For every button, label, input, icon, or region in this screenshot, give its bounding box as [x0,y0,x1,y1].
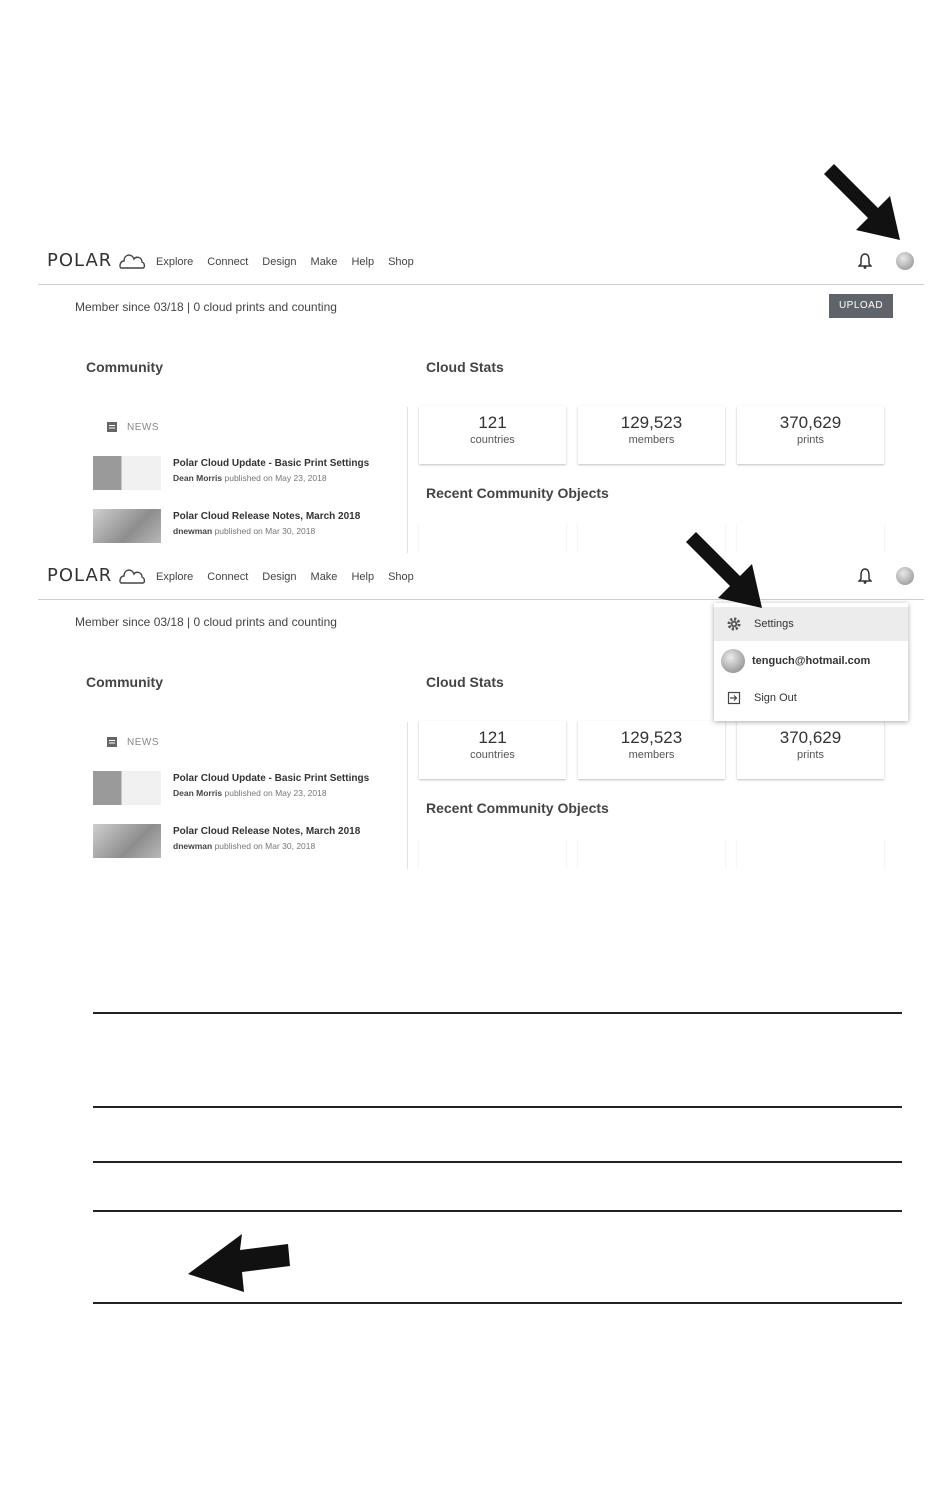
stat-label: countries [470,749,515,761]
news-published: published on May 23, 2018 [224,473,327,483]
news-author: Dean Morris [173,473,223,483]
cloud-stats-title: Cloud Stats [426,674,504,690]
stat-value: 370,629 [779,728,842,747]
menu-item-sign-out[interactable] [714,681,908,715]
community-title: Community [86,674,163,690]
divider [93,1302,902,1304]
news-title[interactable]: Polar Cloud Update - Basic Print Settings [173,458,370,469]
nav-make[interactable]: Make [310,571,338,583]
sign-out-label: Sign Out [754,692,797,704]
divider [93,1161,902,1163]
news-header [106,421,159,433]
arrow-icon [186,1230,292,1296]
main-nav [156,256,428,268]
news-header [106,736,159,748]
polar-logo[interactable] [47,250,146,271]
stat-label: members [628,749,675,761]
stat-value: 129,523 [620,413,683,432]
stat-card-members [578,406,725,464]
news-label: NEWS [127,421,159,433]
member-status: Member since 03/18 | 0 cloud prints and counting [75,615,337,629]
stat-value: 121 [478,728,507,747]
main-nav [156,571,428,583]
stat-card-prints [737,406,884,464]
nav-explore[interactable]: Explore [156,256,194,268]
object-card[interactable] [578,838,725,869]
screenshot-user-menu-open [38,553,924,869]
nav-help[interactable]: Help [351,256,375,268]
stat-label: prints [797,434,824,446]
stat-card-countries [419,721,566,779]
news-meta [173,788,327,798]
news-icon [106,736,118,748]
stat-label: countries [470,434,515,446]
nav-design[interactable]: Design [262,256,297,268]
cloud-stats-title: Cloud Stats [426,359,504,375]
account-avatar [721,649,745,673]
divider [93,1210,902,1212]
divider [93,1106,902,1108]
news-published: published on Mar 30, 2018 [214,841,316,851]
member-status: Member since 03/18 | 0 cloud prints and counting [75,300,337,314]
nav-help[interactable]: Help [351,571,375,583]
gear-icon [726,616,742,632]
top-navigation-bar [38,238,924,285]
user-menu-dropdown [714,603,908,721]
stat-value: 129,523 [620,728,683,747]
screenshot-dashboard [38,238,924,553]
settings-label: Settings [754,618,794,630]
sign-out-icon [727,691,741,705]
news-thumbnail [93,771,161,805]
stat-label: prints [797,749,824,761]
menu-item-account[interactable] [714,644,908,678]
news-author: dnewman [173,526,213,536]
arrow-icon [820,160,908,248]
recent-objects-title: Recent Community Objects [426,485,609,501]
top-navigation-bar [38,553,924,600]
community-title: Community [86,359,163,375]
news-title[interactable]: Polar Cloud Release Notes, March 2018 [173,826,361,837]
upload-button[interactable]: UPLOAD [829,294,893,318]
bell-icon[interactable] [858,253,872,269]
polar-logo[interactable] [47,565,146,586]
nav-shop[interactable]: Shop [388,256,414,268]
recent-objects-title: Recent Community Objects [426,800,609,816]
news-item[interactable] [93,771,403,807]
news-author: dnewman [173,841,213,851]
account-email: tenguch@hotmail.com [752,655,871,667]
stat-value: 121 [478,413,507,432]
news-published: published on Mar 30, 2018 [214,526,316,536]
object-card[interactable] [737,838,884,869]
news-meta [173,841,315,851]
nav-make[interactable]: Make [310,256,338,268]
stat-value: 370,629 [779,413,842,432]
arrow-icon [682,528,770,616]
cloud-logo-icon [118,251,146,271]
news-item[interactable] [93,456,403,492]
news-author: Dean Morris [173,788,223,798]
news-panel [81,407,408,553]
nav-shop[interactable]: Shop [388,571,414,583]
stat-label: members [628,434,675,446]
divider [93,1012,902,1014]
stat-card-prints [737,721,884,779]
news-thumbnail [93,456,161,490]
bell-icon[interactable] [858,568,872,584]
logo-text: POLAR [47,250,113,271]
cloud-logo-icon [118,566,146,586]
news-label: NEWS [127,736,159,748]
news-item[interactable] [93,509,403,545]
nav-connect[interactable]: Connect [207,571,249,583]
news-title[interactable]: Polar Cloud Update - Basic Print Settings [173,773,370,784]
nav-explore[interactable]: Explore [156,571,194,583]
avatar-icon[interactable] [896,567,914,585]
object-card[interactable] [419,523,566,553]
avatar-icon[interactable] [896,252,914,270]
news-thumbnail [93,824,161,858]
stat-card-countries [419,406,566,464]
news-title[interactable]: Polar Cloud Release Notes, March 2018 [173,511,361,522]
stat-card-members [578,721,725,779]
news-meta [173,526,315,536]
news-panel [81,722,408,869]
object-card[interactable] [419,838,566,869]
news-icon [106,421,118,433]
news-published: published on May 23, 2018 [224,788,327,798]
news-thumbnail [93,509,161,543]
logo-text: POLAR [47,565,113,586]
nav-design[interactable]: Design [262,571,297,583]
news-item[interactable] [93,824,403,860]
nav-connect[interactable]: Connect [207,256,249,268]
news-meta [173,473,327,483]
